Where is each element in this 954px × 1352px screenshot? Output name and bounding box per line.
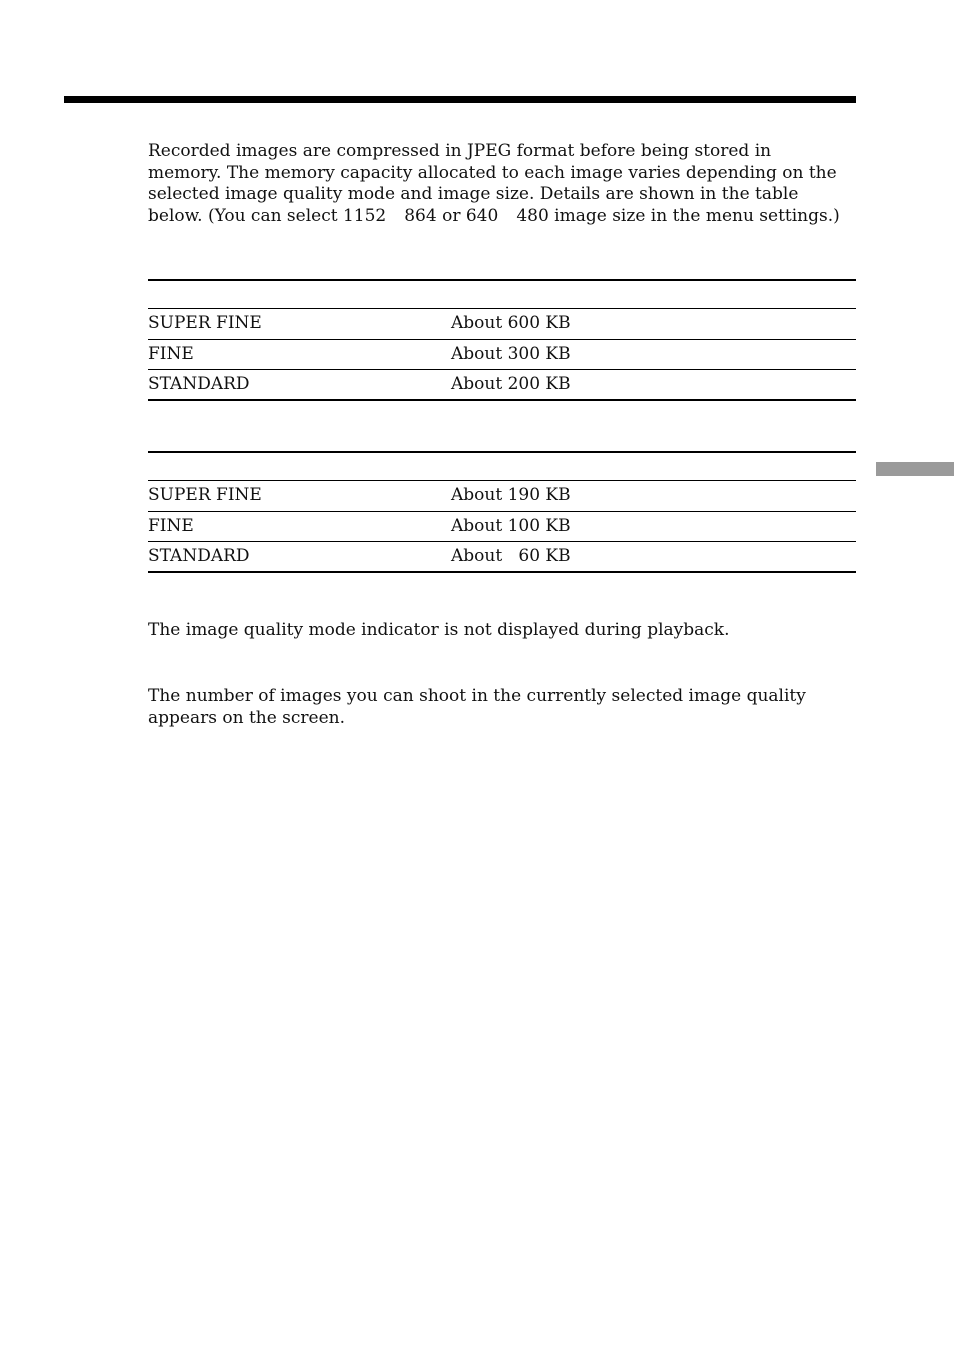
table-row — [148, 512, 856, 543]
intro-paragraph — [148, 141, 848, 227]
quality-mode: FINE — [148, 515, 194, 536]
file-size: About 200 KB — [451, 374, 571, 394]
note-playback: The image quality mode indicator is not displayed during playback. — [148, 620, 730, 640]
file-size: About 60 KB — [451, 546, 571, 566]
table-row — [148, 370, 856, 401]
table-row — [148, 309, 856, 340]
quality-mode: SUPER FINE — [148, 313, 262, 333]
file-size: About 190 KB — [451, 485, 571, 505]
image-size-table-640 — [148, 451, 856, 573]
section-tab-marker — [876, 462, 954, 476]
table-header — [148, 279, 856, 309]
file-size: About 100 KB — [451, 515, 571, 536]
file-size: About 600 KB — [451, 313, 571, 333]
file-size: About 300 KB — [451, 343, 571, 364]
intro-text-b: 864 or 640 — [404, 205, 499, 226]
quality-mode: SUPER FINE — [148, 485, 262, 505]
intro-text-a: Recorded images are compressed in JPEG format before being stored in memory. The memory capacity allocated to each image varies depending on the selected image quality mode and image size. Details are shown in the table below. (You can select 1152 — [148, 141, 837, 226]
quality-mode: STANDARD — [148, 374, 250, 394]
table-header — [148, 451, 856, 481]
table-row — [148, 340, 856, 371]
top-rule — [64, 96, 856, 103]
table-row — [148, 542, 856, 573]
intro-text-c: 480 image size in the menu settings.) — [516, 205, 840, 226]
note-image-count: The number of images you can shoot in the currently selected image quality appears on the screen. — [148, 686, 806, 728]
quality-mode: STANDARD — [148, 546, 250, 566]
table-row — [148, 481, 856, 512]
quality-mode: FINE — [148, 343, 194, 364]
image-size-table-1152 — [148, 279, 856, 401]
